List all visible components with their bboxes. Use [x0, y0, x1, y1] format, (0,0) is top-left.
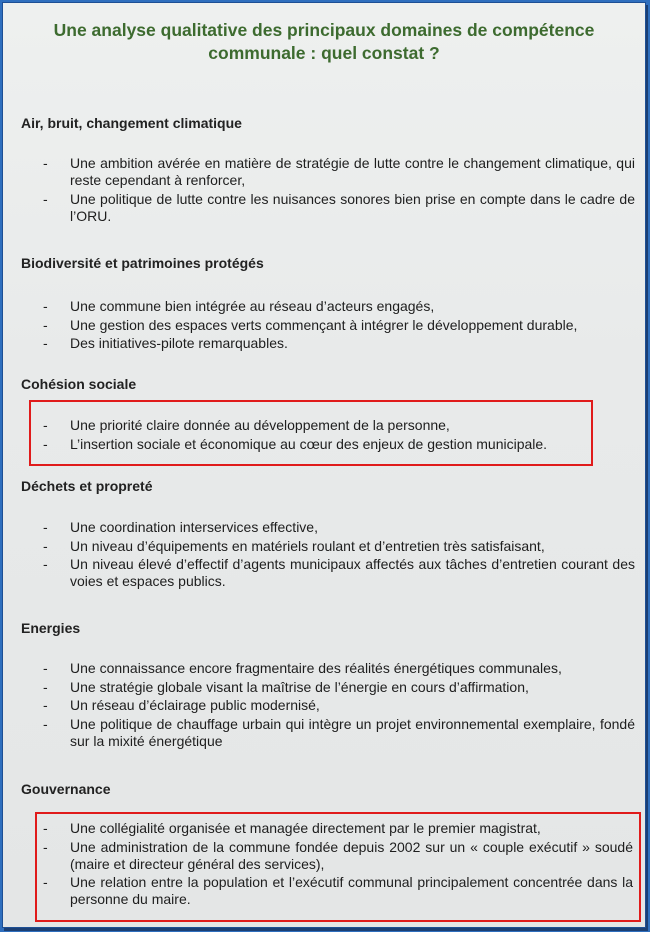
- dash-bullet: -: [43, 678, 48, 695]
- document-frame: [2, 2, 646, 928]
- section-list-dechets: [43, 519, 635, 592]
- list-item: - Un réseau d’éclairage public modernisé,: [43, 697, 320, 713]
- list-item: - Une politique de chauffage urbain qui intègre un projet environnemental exemplaire, fondé sur la mixité énergétique: [43, 715, 635, 749]
- dash-bullet: -: [43, 190, 48, 207]
- dash-bullet: -: [43, 335, 48, 351]
- section-heading-air: Air, bruit, changement climatique: [21, 115, 242, 131]
- dash-bullet: -: [43, 715, 48, 732]
- dash-bullet: -: [43, 435, 48, 452]
- dash-bullet: -: [43, 556, 48, 572]
- dash-bullet: -: [43, 660, 48, 676]
- page-title: [13, 19, 635, 65]
- list-item: - Une relation entre la population et l’exécutif communal principalement concentrée dans la personne du maire.: [43, 874, 633, 907]
- list-item: - Un niveau d’équipements en matériels roulant et d’entretien très satisfaisant,: [43, 537, 545, 554]
- list-item: - Une stratégie globale visant la maîtrise de l’énergie en cours d’affirmation,: [43, 678, 529, 695]
- list-item: - Une gestion des espaces verts commençant à intégrer le développement durable,: [43, 316, 578, 333]
- dash-bullet: -: [43, 316, 48, 333]
- list-item: - L’insertion sociale et économique au cœur des enjeux de gestion municipale.: [43, 435, 548, 452]
- section-list-energies: [43, 660, 635, 751]
- section-list-gouvernance: [43, 820, 633, 910]
- section-heading-dechets: Déchets et propreté: [21, 478, 153, 494]
- title-line-2: communale : quel constat ?: [208, 43, 440, 63]
- dash-bullet: -: [43, 537, 48, 554]
- document-page: [3, 3, 645, 927]
- list-item: - Une collégialité organisée et managée directement par le premier magistrat,: [43, 820, 541, 836]
- dash-bullet: -: [43, 838, 48, 855]
- list-item: - Une coordination interservices effective,: [43, 519, 318, 535]
- dash-bullet: -: [43, 155, 48, 171]
- title-line-1: Une analyse qualitative des principaux domaines de compétence: [53, 20, 595, 40]
- list-item: - Des initiatives-pilote remarquables.: [43, 335, 288, 351]
- dash-bullet: -: [43, 519, 48, 535]
- section-list-cohesion: [43, 417, 635, 454]
- list-item: - Une commune bien intégrée au réseau d’acteurs engagés,: [43, 298, 435, 314]
- section-list-air: [43, 155, 635, 226]
- section-heading-gouvernance: Gouvernance: [21, 781, 111, 797]
- dash-bullet: -: [43, 874, 48, 890]
- list-item: - Une administration de la commune fondée depuis 2002 sur un « couple exécutif » soudé (maire et directeur général des services),: [43, 838, 633, 872]
- dash-bullet: -: [43, 697, 48, 713]
- list-item: - Une priorité claire donnée au développement de la personne,: [43, 417, 450, 433]
- section-heading-energies: Energies: [21, 620, 81, 636]
- dash-bullet: -: [43, 298, 48, 314]
- list-item: - Un niveau élevé d’effectif d’agents municipaux affectés aux tâches d’entretien courant des voies et espaces publics.: [43, 556, 635, 589]
- list-item: - Une politique de lutte contre les nuisances sonores bien prise en compte dans le cadre de l’ORU.: [43, 190, 635, 224]
- list-item: - Une connaissance encore fragmentaire des réalités énergétiques communales,: [43, 660, 562, 676]
- dash-bullet: -: [43, 417, 48, 433]
- section-heading-cohesion: Cohésion sociale: [21, 376, 137, 392]
- dash-bullet: -: [43, 820, 48, 836]
- section-heading-biodiversite: Biodiversité et patrimoines protégés: [21, 255, 264, 271]
- list-item: - Une ambition avérée en matière de stratégie de lutte contre le changement climatique, qui reste cependant à renforcer,: [43, 155, 635, 188]
- section-list-biodiversite: [43, 298, 635, 354]
